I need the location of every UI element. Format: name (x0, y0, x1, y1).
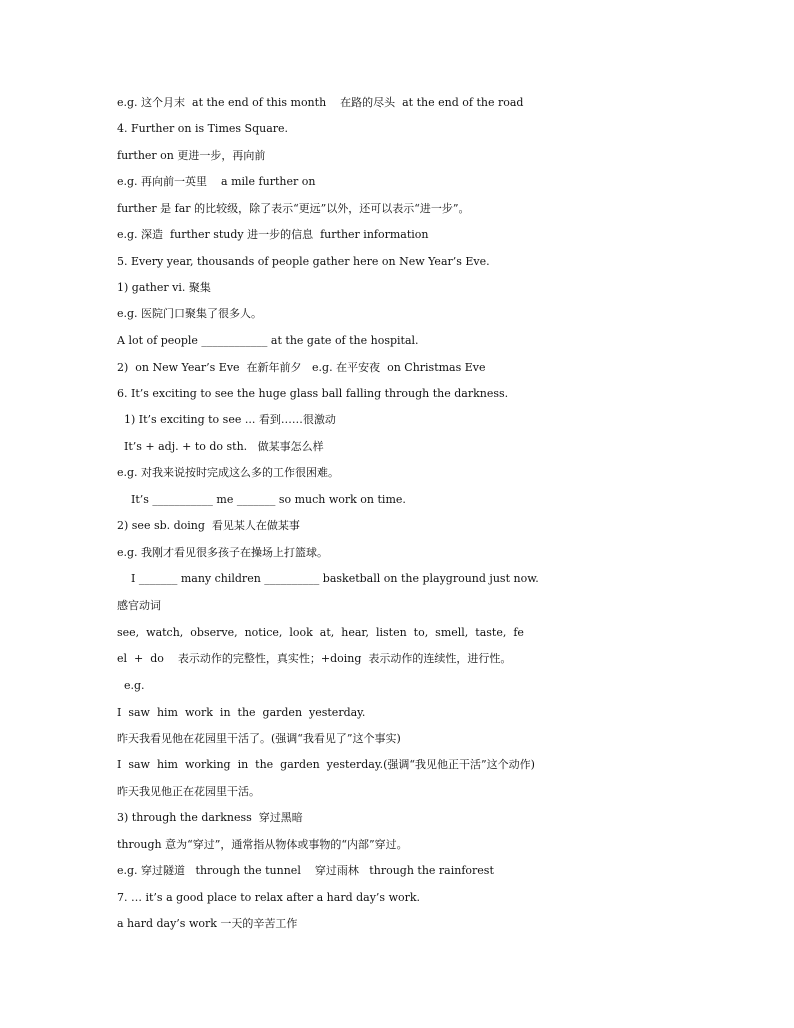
text-line: 2) on New Year’s Eve 在新年前夕 e.g. 在平安夜 on Christmas Eve (117, 361, 486, 374)
text-line: e.g. (117, 679, 145, 692)
text-line: e.g. 这个月末 at the end of this month 在路的尽头 at the end of the road (117, 96, 524, 109)
text-line: el + do 表示动作的完整性，真实性；+doing 表示动作的连续性，进行性。 (117, 652, 512, 665)
text-line: 5. Every year, thousands of people gather here on New Year’s Eve. (117, 255, 490, 268)
text-line: e.g. 穿过隧道 through the tunnel 穿过雨林 through the rainforest (117, 864, 494, 877)
text-line: 感官动词 (117, 599, 161, 612)
text-line: e.g. 深造 further study 进一步的信息 further information (117, 228, 429, 241)
text-line: 2) see sb. doing 看见某人在做某事 (117, 519, 300, 532)
text-line: It’s + adj. + to do sth. 做某事怎么样 (117, 440, 324, 453)
text-line: I saw him work in the garden yesterday. (117, 706, 366, 719)
text-line: 6. It’s exciting to see the huge glass ball falling through the darkness. (117, 387, 509, 400)
text-line: see, watch, observe, notice, look at, hear, listen to, smell, taste, fe (117, 626, 524, 639)
text-line: through 意为“穿过”，通常指从物体或事物的“内部”穿过。 (117, 838, 408, 851)
text-line: 1) It’s exciting to see ... 看到……很激动 (117, 413, 336, 426)
text-line: 1) gather vi. 聚集 (117, 281, 211, 294)
text-line: a hard day’s work 一天的辛苦工作 (117, 917, 298, 930)
text-line: 4. Further on is Times Square. (117, 122, 289, 135)
text-line: e.g. 医院门口聚集了很多人。 (117, 307, 263, 320)
text-line: It’s ___________ me _______ so much work on time. (117, 493, 406, 506)
text-line: A lot of people ____________ at the gate of the hospital. (117, 334, 419, 347)
text-line: I _______ many children __________ basketball on the playground just now. (117, 572, 539, 585)
text-line: 3) through the darkness 穿过黑暗 (117, 811, 303, 824)
text-line: 昨天我看见他在花园里干活了。(强调“我看见了”这个事实) (117, 732, 401, 745)
text-line: e.g. 我刚才看见很多孩子在操场上打篮球。 (117, 546, 329, 559)
text-line: e.g. 再向前一英里 a mile further on (117, 175, 316, 188)
text-line: further on 更进一步，再向前 (117, 149, 266, 162)
text-line: 昨天我见他正在花园里干活。 (117, 785, 260, 798)
text-line: further 是 far 的比较级，除了表示“更远”以外，还可以表示“进一步”。 (117, 202, 470, 215)
text-line: 7. … it’s a good place to relax after a hard day’s work. (117, 891, 421, 904)
text-line: e.g. 对我来说按时完成这么多的工作很困难。 (117, 466, 340, 479)
text-line: I saw him working in the garden yesterday.(强调“我见他正干活”这个动作) (117, 758, 535, 771)
